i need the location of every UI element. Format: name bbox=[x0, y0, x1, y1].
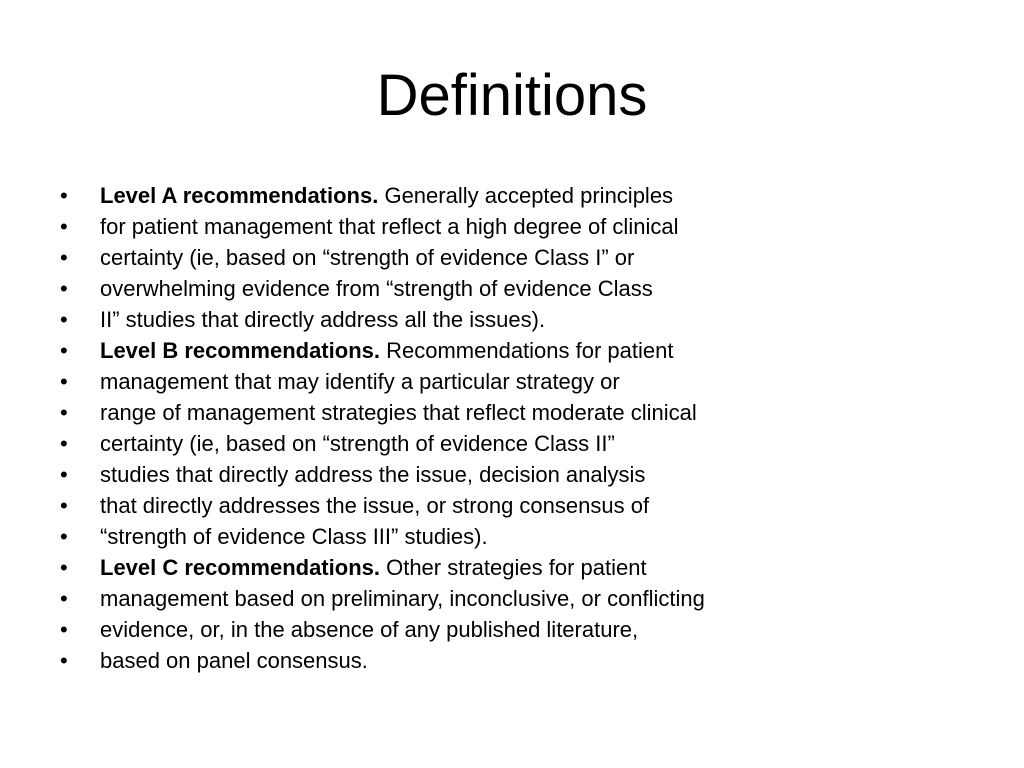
bullet-list bbox=[0, 180, 1024, 676]
bullet-text bbox=[100, 180, 673, 211]
bullet-bold-text: Level B recommendations. bbox=[100, 338, 380, 363]
bullet-line-14 bbox=[0, 583, 1024, 614]
bullet-text bbox=[100, 273, 653, 304]
bullet-plain-text: studies that directly address the issue, decision analysis bbox=[100, 462, 646, 487]
bullet-text bbox=[100, 645, 368, 676]
bullet-plain-text: for patient management that reflect a high degree of clinical bbox=[100, 214, 679, 239]
bullet-symbol: • bbox=[60, 648, 68, 673]
bullet-plain-text: management that may identify a particular strategy or bbox=[100, 369, 620, 394]
bullet-symbol: • bbox=[60, 400, 68, 425]
bullet-line-15 bbox=[0, 614, 1024, 645]
bullet-line-7 bbox=[0, 366, 1024, 397]
bullet-symbol: • bbox=[60, 276, 68, 301]
bullet-plain-text: management based on preliminary, inconclusive, or conflicting bbox=[100, 586, 705, 611]
bullet-line-4 bbox=[0, 273, 1024, 304]
bullet-symbol: • bbox=[60, 338, 68, 363]
bullet-symbol: • bbox=[60, 555, 68, 580]
bullet-symbol: • bbox=[60, 307, 68, 332]
bullet-text bbox=[100, 335, 673, 366]
bullet-text bbox=[100, 583, 705, 614]
bullet-plain-text: evidence, or, in the absence of any published literature, bbox=[100, 617, 639, 642]
bullet-line-11 bbox=[0, 490, 1024, 521]
bullet-symbol: • bbox=[60, 245, 68, 270]
bullet-plain-text: Recommendations for patient bbox=[379, 338, 674, 363]
bullet-symbol: • bbox=[60, 369, 68, 394]
bullet-plain-text: based on panel consensus. bbox=[100, 648, 368, 673]
bullet-symbol: • bbox=[60, 214, 68, 239]
bullet-text bbox=[100, 397, 697, 428]
bullet-text bbox=[100, 490, 649, 521]
bullet-text bbox=[100, 552, 647, 583]
bullet-line-9 bbox=[0, 428, 1024, 459]
bullet-bold-text: Level C recommendations. bbox=[100, 555, 380, 580]
bullet-symbol: • bbox=[60, 462, 68, 487]
bullet-text bbox=[100, 366, 620, 397]
bullet-line-16 bbox=[0, 645, 1024, 676]
bullet-plain-text: certainty (ie, based on “strength of evidence Class I” or bbox=[100, 245, 635, 270]
bullet-line-1 bbox=[0, 180, 1024, 211]
bullet-symbol: • bbox=[60, 493, 68, 518]
bullet-symbol: • bbox=[60, 524, 68, 549]
bullet-plain-text: certainty (ie, based on “strength of evidence Class II” bbox=[100, 431, 615, 456]
bullet-line-6 bbox=[0, 335, 1024, 366]
bullet-plain-text: Generally accepted principles bbox=[378, 183, 674, 208]
bullet-text bbox=[100, 459, 645, 490]
bullet-line-13 bbox=[0, 552, 1024, 583]
bullet-line-2 bbox=[0, 211, 1024, 242]
bullet-symbol: • bbox=[60, 586, 68, 611]
bullet-line-12 bbox=[0, 521, 1024, 552]
bullet-line-10 bbox=[0, 459, 1024, 490]
bullet-symbol: • bbox=[60, 431, 68, 456]
bullet-text bbox=[100, 521, 488, 552]
bullet-text bbox=[100, 211, 678, 242]
bullet-plain-text: Other strategies for patient bbox=[379, 555, 647, 580]
bullet-text bbox=[100, 304, 545, 335]
bullet-text bbox=[100, 428, 615, 459]
bullet-text bbox=[100, 614, 638, 645]
bullet-line-8 bbox=[0, 397, 1024, 428]
bullet-symbol: • bbox=[60, 183, 68, 208]
bullet-line-5 bbox=[0, 304, 1024, 335]
bullet-bold-text: Level A recommendations. bbox=[100, 183, 379, 208]
bullet-plain-text: “strength of evidence Class III” studies). bbox=[100, 524, 488, 549]
bullet-symbol: • bbox=[60, 617, 68, 642]
bullet-plain-text: range of management strategies that reflect moderate clinical bbox=[100, 400, 697, 425]
bullet-plain-text: overwhelming evidence from “strength of evidence Class bbox=[100, 276, 653, 301]
bullet-plain-text: that directly addresses the issue, or strong consensus of bbox=[100, 493, 650, 518]
bullet-text bbox=[100, 242, 634, 273]
bullet-plain-text: II” studies that directly address all the issues). bbox=[100, 307, 546, 332]
slide-title: Definitions bbox=[376, 63, 648, 128]
bullet-line-3 bbox=[0, 242, 1024, 273]
